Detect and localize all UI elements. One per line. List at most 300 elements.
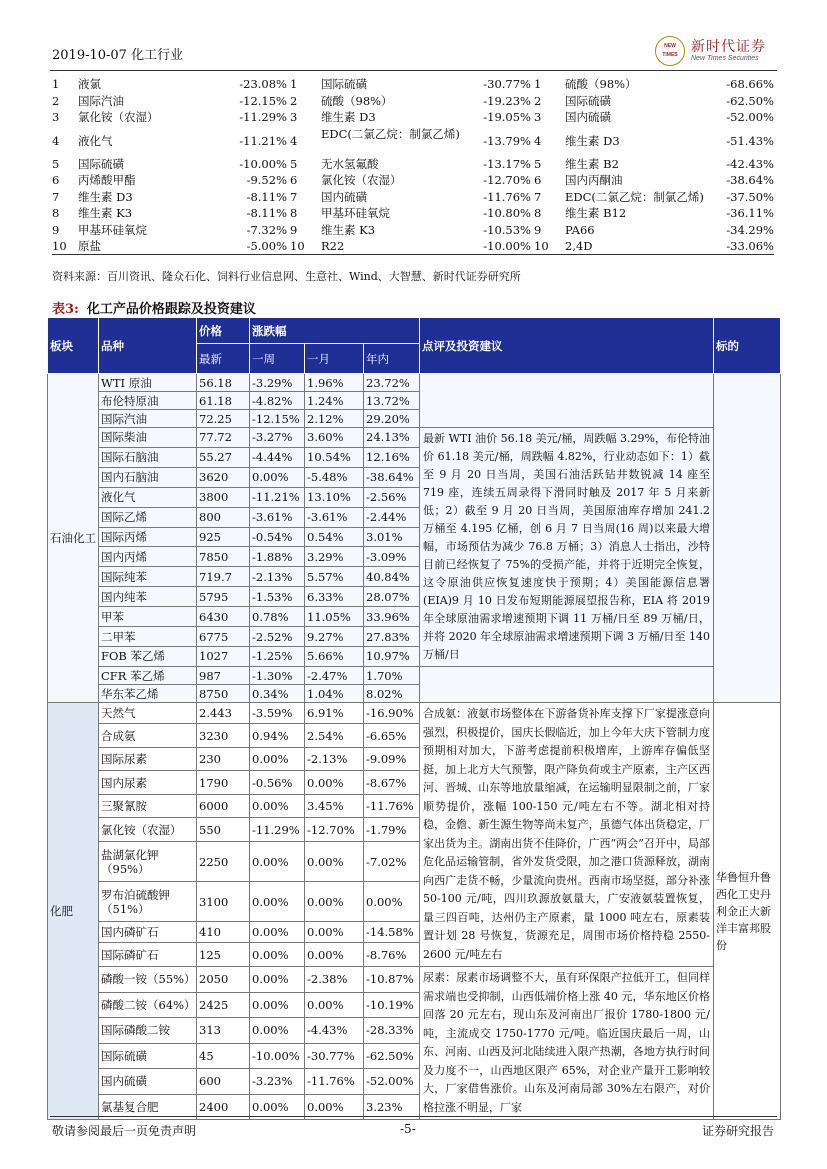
rank-product: 国内硫磺 xyxy=(565,110,611,124)
rank-number: 4 xyxy=(534,133,542,148)
latest-price: 925 xyxy=(197,527,250,547)
rank-number: 1 xyxy=(290,77,298,91)
ytd-change: -52.00% xyxy=(364,1069,420,1095)
rank-product: PA66 xyxy=(565,222,595,237)
latest-price: 600 xyxy=(197,1069,250,1095)
week-change: -4.44% xyxy=(250,447,305,467)
week-change: -0.54% xyxy=(250,527,305,547)
latest-price: 1027 xyxy=(197,646,250,666)
header-latest: 最新 xyxy=(197,344,250,374)
rank-number: 5 xyxy=(290,156,298,171)
latest-price: 410 xyxy=(197,922,250,943)
source-note: 资料来源：百川资讯、隆众石化、饲料行业信息网、生意社、Wind、大智慧、新时代证券研究所 xyxy=(52,270,521,283)
ytd-change: -2.44% xyxy=(364,507,420,527)
header-advice: 点评及投资建议 xyxy=(420,318,714,374)
month-change: 11.05% xyxy=(305,607,364,627)
ytd-change: 23.72% xyxy=(364,374,420,392)
product-name: 国际柴油 xyxy=(99,428,197,448)
week-change: 0.78% xyxy=(250,607,305,627)
rank-product: 硫酸（98%） xyxy=(321,93,393,108)
rank-product: 维生素 B2 xyxy=(565,156,619,171)
product-name: 国际磷矿石 xyxy=(99,943,197,967)
rank-number: 3 xyxy=(52,110,60,124)
filler-cell xyxy=(420,667,714,703)
week-change: -1.25% xyxy=(250,646,305,666)
latest-price: 313 xyxy=(197,1018,250,1044)
product-name: 国际尿素 xyxy=(99,747,197,771)
rank-change: -34.29% xyxy=(726,222,774,237)
rank-number: 1 xyxy=(534,77,542,91)
rank-change: -13.79% xyxy=(483,133,531,148)
week-change: 0.00% xyxy=(250,882,305,922)
latest-price: 550 xyxy=(197,818,250,842)
ranking-table xyxy=(52,76,774,255)
rank-change: -36.11% xyxy=(726,206,774,220)
ytd-change: 0.00% xyxy=(364,882,420,922)
month-change: 3.45% xyxy=(305,794,364,818)
latest-price: 45 xyxy=(197,1043,250,1069)
latest-price: 125 xyxy=(197,943,250,967)
week-change: -2.13% xyxy=(250,567,305,587)
table-row xyxy=(48,703,781,724)
month-change: 1.04% xyxy=(305,685,364,703)
latest-price: 800 xyxy=(197,507,250,527)
ytd-change: -14.58% xyxy=(364,922,420,943)
header-sector: 板块 xyxy=(48,318,99,374)
latest-price: 2050 xyxy=(197,967,250,993)
table-row xyxy=(48,667,781,685)
latest-price: 56.18 xyxy=(197,374,250,392)
product-name: 盐湖氯化钾（95%） xyxy=(99,841,197,882)
rank-number: 1 xyxy=(52,77,60,91)
rank-product: 国际硫磺 xyxy=(321,77,367,91)
logo-mark-icon: NEW TIMES xyxy=(655,36,685,66)
month-change: 0.00% xyxy=(305,922,364,943)
ytd-change: 33.96% xyxy=(364,607,420,627)
latest-price: 55.27 xyxy=(197,447,250,467)
header-price: 价格 xyxy=(197,318,250,344)
rank-number: 9 xyxy=(52,222,60,237)
month-change: 6.33% xyxy=(305,587,364,607)
rank-product: 维生素 D3 xyxy=(78,189,133,204)
header-target: 标的 xyxy=(714,318,781,374)
rank-product: 国际硫磺 xyxy=(78,156,124,171)
product-name: WTI 原油 xyxy=(99,374,197,392)
latest-price: 719.7 xyxy=(197,567,250,587)
month-change: -3.61% xyxy=(305,507,364,527)
latest-price: 2400 xyxy=(197,1094,250,1120)
rank-product: 甲基环硅氧烷 xyxy=(78,222,147,237)
ytd-change: -8.67% xyxy=(364,771,420,795)
table-caption-title: 化工产品价格跟踪及投资建议 xyxy=(86,302,256,317)
ytd-change: -38.64% xyxy=(364,467,420,487)
latest-price: 3230 xyxy=(197,724,250,748)
rank-product: EDC(二氯乙烷：制氯乙烯) xyxy=(321,126,460,141)
rank-row xyxy=(52,93,774,110)
ytd-change: 3.01% xyxy=(364,527,420,547)
rank-number: 9 xyxy=(290,222,298,237)
month-change: 9.27% xyxy=(305,627,364,647)
week-change: -11.29% xyxy=(250,818,305,842)
week-change: -1.88% xyxy=(250,547,305,567)
rank-number: 8 xyxy=(52,206,60,220)
rank-number: 7 xyxy=(534,189,542,204)
rank-row xyxy=(52,109,774,126)
ytd-change: 1.70% xyxy=(364,667,420,685)
rank-number: 7 xyxy=(290,189,298,204)
ytd-change: -3.09% xyxy=(364,547,420,567)
header-year: 年内 xyxy=(364,344,420,374)
rank-number: 8 xyxy=(534,206,542,220)
latest-price: 6430 xyxy=(197,607,250,627)
rank-product: 原盐 xyxy=(78,239,101,253)
sector-name: 化肥 xyxy=(48,703,99,1120)
rank-number: 6 xyxy=(52,173,60,187)
product-name: 国内磷矿石 xyxy=(99,922,197,943)
header-change: 涨跌幅 xyxy=(250,318,420,344)
ytd-change: 29.20% xyxy=(364,410,420,428)
week-change: -2.52% xyxy=(250,627,305,647)
rank-row xyxy=(52,205,774,222)
rank-number: 4 xyxy=(52,133,60,148)
product-name: 三聚氰胺 xyxy=(99,794,197,818)
week-change: -3.23% xyxy=(250,1069,305,1095)
table-caption xyxy=(52,298,256,317)
month-change: 10.54% xyxy=(305,447,364,467)
week-change: -3.59% xyxy=(250,703,305,724)
rank-product: 液化气 xyxy=(78,133,113,148)
rank-change: -11.76% xyxy=(483,189,531,204)
rank-product: 国内硫磺 xyxy=(321,189,367,204)
latest-price: 72.25 xyxy=(197,410,250,428)
rank-number: 3 xyxy=(534,110,542,124)
month-change: -12.70% xyxy=(305,818,364,842)
rank-product: 维生素 K3 xyxy=(321,222,376,237)
target-cell-empty xyxy=(714,374,781,703)
ytd-change: -10.87% xyxy=(364,967,420,993)
product-name: 磷酸一铵（55%） xyxy=(99,967,197,993)
product-name: 合成氨 xyxy=(99,724,197,748)
rank-product: 氯化铵（农湿） xyxy=(321,173,402,187)
month-change: 0.00% xyxy=(305,1094,364,1120)
month-change: 0.00% xyxy=(305,841,364,882)
month-change: 6.91% xyxy=(305,703,364,724)
product-name: 氯化铵（农湿） xyxy=(99,818,197,842)
ytd-change: -11.76% xyxy=(364,794,420,818)
target-stocks: 华鲁恒升鲁西化工史丹利金正大新洋丰富邦股份 xyxy=(714,703,781,1120)
product-name: 国际石脑油 xyxy=(99,447,197,467)
page-number: -5- xyxy=(400,1122,416,1136)
month-change: -2.38% xyxy=(305,967,364,993)
week-change: -12.15% xyxy=(250,410,305,428)
ytd-change: -8.76% xyxy=(364,943,420,967)
product-name: 国内石脑油 xyxy=(99,467,197,487)
month-change: 0.54% xyxy=(305,527,364,547)
rank-change: -11.29% xyxy=(239,110,287,124)
rank-change: -5.00% xyxy=(246,239,287,253)
rank-row xyxy=(52,76,774,93)
month-change: 5.66% xyxy=(305,646,364,666)
rank-change: -42.43% xyxy=(726,156,774,171)
week-change: -3.29% xyxy=(250,374,305,392)
product-name: 国际磷酸二铵 xyxy=(99,1018,197,1044)
ytd-change: 3.23% xyxy=(364,1094,420,1120)
rank-change: -52.00% xyxy=(726,110,774,124)
week-change: -1.30% xyxy=(250,667,305,685)
latest-price: 6000 xyxy=(197,794,250,818)
ytd-change: -6.65% xyxy=(364,724,420,748)
rank-change: -19.23% xyxy=(483,93,531,108)
week-change: -11.21% xyxy=(250,487,305,507)
rank-product: 丙烯酸甲酯 xyxy=(78,173,136,187)
product-name: 布伦特原油 xyxy=(99,392,197,410)
rank-product: 甲基环硅氧烷 xyxy=(321,206,390,220)
rank-row xyxy=(52,238,774,255)
month-change: 1.24% xyxy=(305,392,364,410)
month-change: 1.96% xyxy=(305,374,364,392)
latest-price: 2.443 xyxy=(197,703,250,724)
week-change: 0.00% xyxy=(250,922,305,943)
month-change: 3.60% xyxy=(305,428,364,448)
product-name: CFR 苯乙烯 xyxy=(99,667,197,685)
product-name: 华东苯乙烯 xyxy=(99,685,197,703)
week-change: -3.61% xyxy=(250,507,305,527)
advice-text: 最新 WTI 油价 56.18 美元/桶，周跌幅 3.29%，布伦特油价 61.18 美元/桶，周跌幅 4.82%，行业动态如下：1）截至 9 月 20 日当周，美国石油活跃钻井数锐减 14 座至 719 座，连续五周录得下滑同时触及 2017 年 5 月来新低；2）截至 9 月 20 日当周，美国原油库存增加 241.2 万桶至 4.195 亿桶，创 6 月 7 日当周(16 周)以来最大增幅，市场预估为减少 76.8 万桶；3）消息人士指出，沙特目前已经恢复了 75%的受损产能，并将于近期完全恢复，这令原油供应恢复速度快于预期；4）美国能源信息署(EIA)9 月 10 日发布短期能源展望报告称，EIA 将 2019 年全球原油需求增速预期下调 11 万桶/日至 89 万桶/日，并将 2020 年全球原油需求增速预期下调 3 万桶/日至 140 万桶/日 xyxy=(420,428,714,667)
product-name: 国内尿素 xyxy=(99,771,197,795)
month-change: 2.12% xyxy=(305,410,364,428)
product-name: 罗布泊硫酸钾（51%） xyxy=(99,882,197,922)
rank-number: 10 xyxy=(534,239,549,253)
product-name: 磷酸二铵（64%） xyxy=(99,992,197,1018)
latest-price: 3100 xyxy=(197,882,250,922)
month-change: -2.47% xyxy=(305,667,364,685)
sector-name: 石油化工 xyxy=(48,374,99,703)
rank-product: 2,4D xyxy=(565,239,593,253)
week-change: -10.00% xyxy=(250,1043,305,1069)
week-change: 0.00% xyxy=(250,967,305,993)
ytd-change: -9.09% xyxy=(364,747,420,771)
week-change: 0.34% xyxy=(250,685,305,703)
rank-number: 6 xyxy=(290,173,298,187)
rank-change: -9.52% xyxy=(246,173,287,187)
latest-price: 6775 xyxy=(197,627,250,647)
ytd-change: -62.50% xyxy=(364,1043,420,1069)
latest-price: 5795 xyxy=(197,587,250,607)
latest-price: 61.18 xyxy=(197,392,250,410)
latest-price: 77.72 xyxy=(197,428,250,448)
rank-change: -33.06% xyxy=(726,239,774,253)
month-change: 13.10% xyxy=(305,487,364,507)
ytd-change: -10.19% xyxy=(364,992,420,1018)
product-name: 甲苯 xyxy=(99,607,197,627)
rank-number: 4 xyxy=(290,133,298,148)
rank-change: -12.70% xyxy=(483,173,531,187)
rank-number: 10 xyxy=(52,239,67,253)
rank-product: 维生素 D3 xyxy=(565,133,620,148)
rank-product: R22 xyxy=(321,239,345,253)
table-row xyxy=(48,428,781,448)
latest-price: 2425 xyxy=(197,992,250,1018)
header-week: 一周 xyxy=(250,344,305,374)
ytd-change: 40.84% xyxy=(364,567,420,587)
month-change: -5.48% xyxy=(305,467,364,487)
rank-row xyxy=(52,126,774,156)
rank-product: 国际汽油 xyxy=(78,93,124,108)
week-change: 0.00% xyxy=(250,841,305,882)
rank-change: -38.64% xyxy=(726,173,774,187)
rank-product: 维生素 B12 xyxy=(565,206,627,220)
latest-price: 2250 xyxy=(197,841,250,882)
rank-row xyxy=(52,189,774,206)
rank-row xyxy=(52,222,774,239)
month-change: 0.00% xyxy=(305,771,364,795)
product-name: 二甲苯 xyxy=(99,627,197,647)
ytd-change: -2.56% xyxy=(364,487,420,507)
week-change: -1.53% xyxy=(250,587,305,607)
product-name: 国际汽油 xyxy=(99,410,197,428)
advice-text: 尿素：尿素市场调整不大，虽有环保限产拉低开工，但同样需求端也受抑制，山西低端价格上涨 40 元，华东地区价格回落 20 元左右，现山东及河南出厂报价 1780-1800 元/吨，主流成交 1750-1770 元/吨。临近国庆最后一周，山东、河南、山西及河北陆续进入限产热潮，各地方执行时间及力度不一，山西地区限产 65%，对企业产量开工影响较大，厂家借售涨价。山东及河南局部 30%左右限产，对价格拉涨不明显，厂家 xyxy=(420,967,714,1120)
latest-price: 1790 xyxy=(197,771,250,795)
product-name: 国内纯苯 xyxy=(99,587,197,607)
header-product: 品种 xyxy=(99,318,197,374)
ytd-change: 13.72% xyxy=(364,392,420,410)
rank-change: -37.50% xyxy=(726,189,774,204)
week-change: 0.00% xyxy=(250,992,305,1018)
header-month: 一月 xyxy=(305,344,364,374)
footer-divider xyxy=(50,1116,777,1117)
ytd-change: 12.16% xyxy=(364,447,420,467)
week-change: -0.56% xyxy=(250,771,305,795)
header-divider xyxy=(50,70,777,71)
product-name: 天然气 xyxy=(99,703,197,724)
week-change: 0.00% xyxy=(250,467,305,487)
rank-row xyxy=(52,172,774,189)
rank-number: 9 xyxy=(534,222,542,237)
table-row xyxy=(48,374,781,392)
week-change: 0.00% xyxy=(250,747,305,771)
rank-product: 液氯 xyxy=(78,77,101,91)
rank-change: -11.21% xyxy=(239,133,287,148)
week-change: 0.00% xyxy=(250,1094,305,1120)
header-date-title: 2019-10-07 化工行业 xyxy=(52,48,184,63)
month-change: 5.57% xyxy=(305,567,364,587)
rank-number: 5 xyxy=(534,156,542,171)
rank-change: -30.77% xyxy=(483,77,531,91)
rank-change: -68.66% xyxy=(726,77,774,91)
latest-price: 230 xyxy=(197,747,250,771)
month-change: 3.29% xyxy=(305,547,364,567)
ytd-change: -1.79% xyxy=(364,818,420,842)
month-change: -4.43% xyxy=(305,1018,364,1044)
price-tracking-table xyxy=(47,317,781,1120)
latest-price: 7850 xyxy=(197,547,250,567)
rank-product: 维生素 K3 xyxy=(78,206,133,220)
month-change: 0.00% xyxy=(305,943,364,967)
ytd-change: -16.90% xyxy=(364,703,420,724)
month-change: -2.13% xyxy=(305,747,364,771)
rank-change: -51.43% xyxy=(726,133,774,148)
filler-cell xyxy=(420,374,714,428)
month-change: 0.00% xyxy=(305,992,364,1018)
rank-number: 6 xyxy=(534,173,542,187)
ytd-change: 27.83% xyxy=(364,627,420,647)
rank-change: -62.50% xyxy=(726,93,774,108)
product-name: 国际乙烯 xyxy=(99,507,197,527)
company-logo xyxy=(655,36,785,66)
latest-price: 987 xyxy=(197,667,250,685)
rank-number: 5 xyxy=(52,156,60,171)
rank-number: 7 xyxy=(52,189,60,204)
ytd-change: 24.13% xyxy=(364,428,420,448)
product-name: 国际纯苯 xyxy=(99,567,197,587)
rank-product: 无水氢氟酸 xyxy=(321,156,379,171)
week-change: 0.94% xyxy=(250,724,305,748)
product-name: FOB 苯乙烯 xyxy=(99,646,197,666)
week-change: 0.00% xyxy=(250,1018,305,1044)
rank-product: 国内丙酮油 xyxy=(565,173,623,187)
month-change: 2.54% xyxy=(305,724,364,748)
rank-change: -10.80% xyxy=(483,206,531,220)
rank-change: -23.08% xyxy=(239,77,287,91)
footer-disclaimer: 敬请参阅最后一页免责声明 xyxy=(52,1124,197,1138)
rank-change: -10.00% xyxy=(483,239,531,253)
latest-price: 8750 xyxy=(197,685,250,703)
week-change: 0.00% xyxy=(250,794,305,818)
table-row xyxy=(48,967,781,993)
rank-number: 2 xyxy=(52,93,60,108)
rank-number: 10 xyxy=(290,239,305,253)
product-name: 国内丙烯 xyxy=(99,547,197,567)
rank-number: 3 xyxy=(290,110,298,124)
month-change: 0.00% xyxy=(305,882,364,922)
rank-change: -7.32% xyxy=(246,222,287,237)
logo-cn: 新时代证券 xyxy=(691,39,766,55)
product-name: 国际硫磺 xyxy=(99,1043,197,1069)
ytd-change: 8.02% xyxy=(364,685,420,703)
ytd-change: -28.33% xyxy=(364,1018,420,1044)
latest-price: 3800 xyxy=(197,487,250,507)
rank-change: -10.53% xyxy=(483,222,531,237)
week-change: -4.82% xyxy=(250,392,305,410)
footer-report-type: 证券研究报告 xyxy=(702,1124,775,1138)
week-change: -3.27% xyxy=(250,428,305,448)
week-change: 0.00% xyxy=(250,943,305,967)
rank-change: -8.11% xyxy=(246,206,287,220)
rank-change: -13.17% xyxy=(483,156,531,171)
product-name: 氯基复合肥 xyxy=(99,1094,197,1120)
rank-change: -8.11% xyxy=(246,189,287,204)
month-change: -30.77% xyxy=(305,1043,364,1069)
rank-product: 氯化铵（农湿） xyxy=(78,110,159,124)
rank-product: 维生素 D3 xyxy=(321,110,376,124)
rank-change: -12.15% xyxy=(239,93,287,108)
product-name: 国内硫磺 xyxy=(99,1069,197,1095)
ytd-change: -7.02% xyxy=(364,841,420,882)
ytd-change: 10.97% xyxy=(364,646,420,666)
ytd-change: 28.07% xyxy=(364,587,420,607)
rank-change: -19.05% xyxy=(483,110,531,124)
rank-product: 硫酸（98%） xyxy=(565,77,637,91)
rank-product: 国际硫磺 xyxy=(565,93,611,108)
logo-en: New Times Securities xyxy=(691,55,759,62)
month-change: -11.76% xyxy=(305,1069,364,1095)
table-caption-num: 表3: xyxy=(52,302,79,317)
rank-number: 2 xyxy=(534,93,542,108)
rank-product: EDC(二氯乙烷：制氯乙烯) xyxy=(565,189,704,204)
latest-price: 3620 xyxy=(197,467,250,487)
rank-number: 2 xyxy=(290,93,298,108)
rank-number: 8 xyxy=(290,206,298,220)
